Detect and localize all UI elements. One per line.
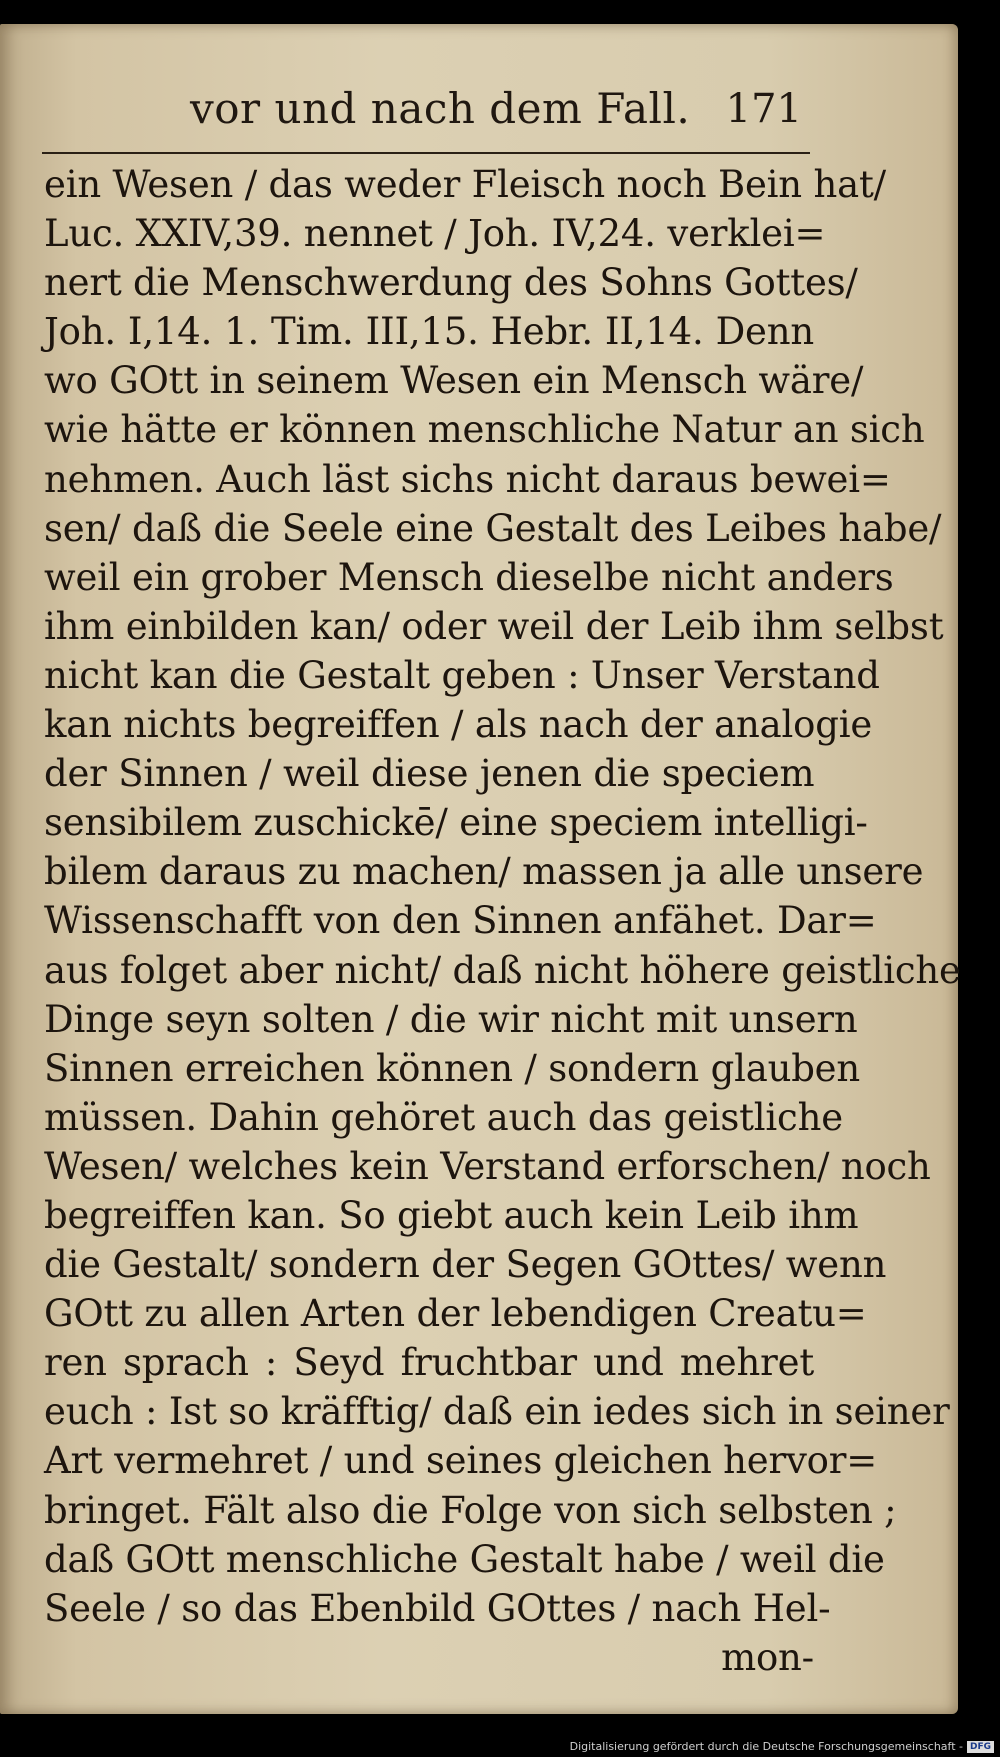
text-line: begreiffen kan. So giebt auch kein Leib ihm: [44, 1193, 859, 1237]
text-line: nehmen. Auch läst sichs nicht daraus bewei=: [44, 457, 891, 501]
text-line: nert die Menschwerdung des Sohns Gottes/: [44, 261, 858, 305]
text-line: bilem daraus zu machen/ massen ja alle unsere: [44, 850, 924, 894]
text-line: Seele / so das Ebenbild GOttes / nach Hel-: [44, 1586, 831, 1630]
text-line: nicht kan die Gestalt geben : Unser Verstand: [44, 653, 880, 697]
text-line: Joh. I,14. 1. Tim. III,15. Hebr. II,14. Denn: [44, 310, 814, 354]
text-line: Art vermehret / und seines gleichen hervor=: [44, 1439, 878, 1483]
dfg-logo: DFG: [967, 1741, 994, 1753]
text-line: wie hätte er können menschliche Natur an sich: [44, 408, 925, 452]
page-header: [40, 80, 810, 154]
text-line: ein Wesen / das weder Fleisch noch Bein hat/: [44, 163, 886, 206]
text-line: sen/ daß die Seele eine Gestalt des Leibes habe/: [44, 506, 942, 550]
body-text: [44, 160, 961, 1682]
running-head: vor und nach dem Fall.: [190, 84, 691, 133]
text-line: Wesen/ welches kein Verstand erforschen/ noch: [44, 1144, 931, 1188]
header-rule: [42, 152, 810, 154]
text-line: weil ein grober Mensch dieselbe nicht anders: [44, 555, 894, 599]
book-page: [0, 24, 961, 1714]
text-line: daß GOtt menschliche Gestalt habe / weil die: [44, 1537, 885, 1581]
footer-credit: [570, 1740, 994, 1753]
text-line: der Sinnen / weil diese jenen die speciem: [44, 752, 815, 796]
text-line: müssen. Dahin gehöret auch das geistliche: [44, 1095, 843, 1139]
footer-credit-text: Digitalisierung gefördert durch die Deutsche Forschungsgemeinschaft -: [569, 1740, 963, 1753]
text-line: die Gestalt/ sondern der Segen GOttes/ wenn: [44, 1243, 887, 1287]
text-line: bringet. Fält also die Folge von sich selbsten ;: [44, 1488, 897, 1532]
text-line: Dinge seyn solten / die wir nicht mit unsern: [44, 997, 858, 1041]
text-line: ihm einbilden kan/ oder weil der Leib ihm selbst: [44, 604, 944, 648]
text-line: ren sprach : Seyd fruchtbar und mehret: [44, 1341, 814, 1385]
text-line: euch : Ist so kräfftig/ daß ein iedes sich in seiner: [44, 1390, 950, 1434]
text-line: Sinnen erreichen können / sondern glauben: [44, 1046, 861, 1090]
text-line: Wissenschafft von den Sinnen anfähet. Dar=: [44, 899, 877, 943]
text-line: aus folget aber nicht/ daß nicht höhere geistliche: [44, 948, 961, 992]
text-line: mon-: [721, 1635, 814, 1679]
text-line: Luc. XXIV,39. nennet / Joh. IV,24. verklei=: [44, 212, 826, 256]
text-line: kan nichts begreiffen / als nach der analogie: [44, 703, 873, 747]
text-line: wo GOtt in seinem Wesen ein Mensch wäre/: [44, 359, 864, 403]
text-line: sensibilem zuschickē/ eine speciem intelligi-: [44, 801, 868, 845]
page-number: 171: [725, 86, 802, 132]
text-line: GOtt zu allen Arten der lebendigen Creatu=: [44, 1292, 867, 1336]
